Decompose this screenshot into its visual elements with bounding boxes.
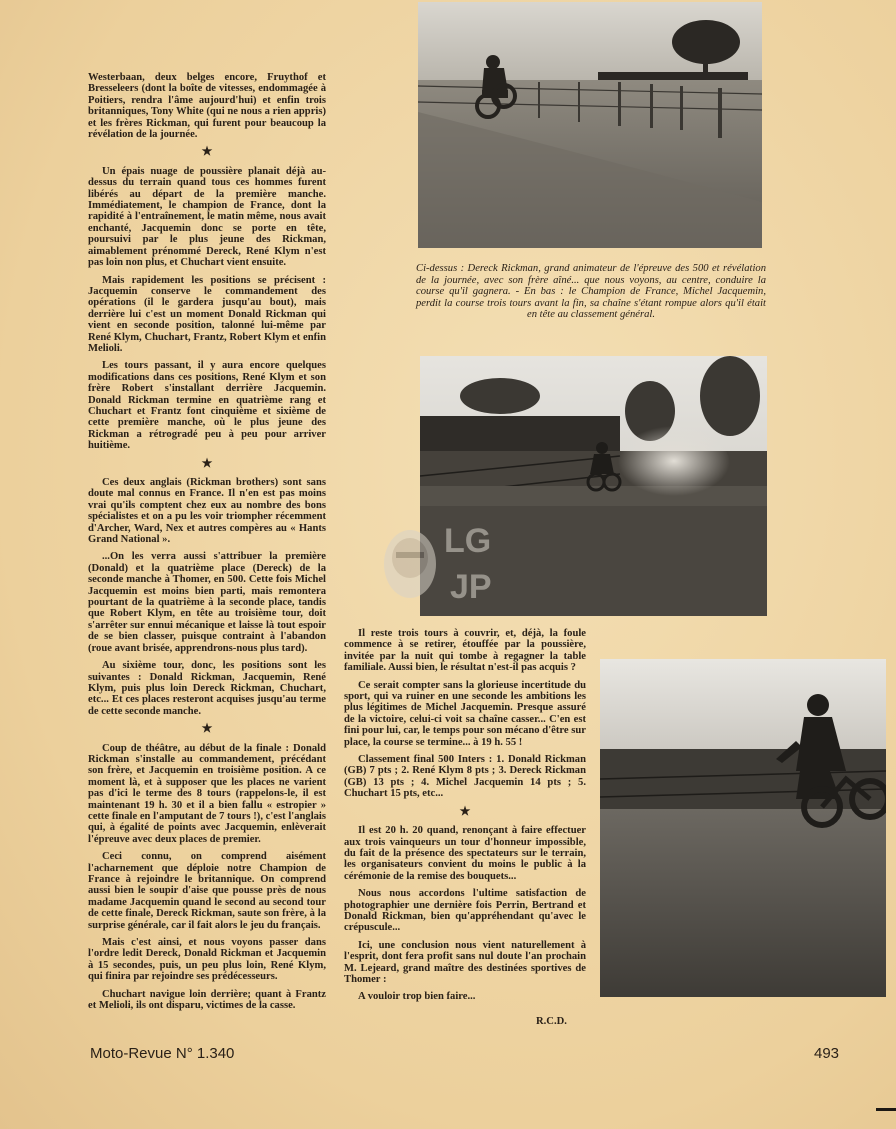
watermark-text-line1: LG — [444, 522, 492, 560]
section-star: ★ — [459, 803, 471, 818]
paragraph: Westerbaan, deux belges encore, Fruythof et Bresseleers (dont la boîte de vitesses, endommagée à Poitiers, rendra l'âme aujourd'hui) et enfin trois britanniques, Tony White (qui ne nous a rien appris) et les frères Rickman, qui furent pour beaucoup la révélation de la journée. — [88, 72, 326, 141]
photo-caption: Ci-dessus : Dereck Rickman, grand animateur de l'épreuve des 500 et révélation de la journée, avec son frère aîné... que nous voyons, au centre, conduire la course qu'il gagnera. - En bas : le Champion de France, Michel Jacquemin, perdit la course trois tours avant la fin, sa chaîne s'étant rompue alors qu'il était en tête au classement général. — [416, 263, 766, 321]
paragraph: Il est 20 h. 20 quand, renonçant à faire effectuer aux trois vainqueurs un tour d'honneur impossible, du fait de la présence des spectateurs sur le terrain, les organisateurs convient du moins le public à la cérémonie de la remise des bouquets... — [344, 825, 586, 882]
photo-rider-jump-top — [418, 2, 762, 248]
paragraph: Mais c'est ainsi, et nous voyons passer dans l'ordre ledit Dereck, Donald Rickman et Jacquemin à 15 secondes, puis, un peu plus loin, René Klym, qui finira par rejoindre ses prédécesseurs. — [88, 937, 326, 983]
photo-rider-jacquemin — [600, 659, 886, 997]
paragraph: Il reste trois tours à couvrir, et, déjà, la foule commence à se retirer, étouffée par la poussière, invitée par la nuit qui tombe à regagner la table familiale. Aussi bien, le résultat n'est-il pas acquis ? — [344, 628, 586, 674]
section-star: ★ — [201, 721, 213, 736]
magazine-title: Moto-Revue N° 1.340 — [90, 1045, 235, 1062]
paragraph: Au sixième tour, donc, les positions sont les suivantes : Donald Rickman, Jacquemin, René Klym, puis plus loin Dereck Rickman, Chuchart, etc... Et ces places resteront acquises jusqu'au terme de cette seconde manche. — [88, 660, 326, 717]
edge-mark — [876, 1108, 896, 1111]
paragraph: Ici, une conclusion nous vient naturellement à l'esprit, dont fera profit sans nul doute l'an prochain M. Lejeard, grand maître des destinées sportives de Thomer : — [344, 939, 586, 985]
section-star: ★ — [201, 455, 213, 470]
paragraph: Ces deux anglais (Rickman brothers) sont sans doute mal connus en France. Il n'en est pas moins vrai qu'ils comptent chez eux au nombre des bons spécialistes et on a pu les voir triompher récemment d'Archer, Ward, Nex et autres compères au « Hants Grand National ». — [88, 477, 326, 546]
paragraph: A vouloir trop bien faire... — [358, 991, 476, 1003]
paragraph: Les tours passant, il y aura encore quelques modifications dans ces positions, René Klym et son frère Robert s'installant derrière Jacquemin. Donald Rickman termine en quatrième rang et Chuchart et Frantz font cinquième et sixième de cette première manche, où le plus jeune des Rickman a rétrogradé peu à peu pour arriver huitième. — [88, 360, 326, 452]
right-column — [344, 628, 586, 1009]
paragraph: Ce serait compter sans la glorieuse incertitude du sport, qui va ruiner en une seconde les ambitions les plus légitimes de Michel Jacquemin. Presque assuré de la victoire, celui-ci voit sa chaîne casser... C'en est fini pour lui, car, le temps pour son mécano d'être sur place, la course se termine... à 19 h. 55 ! — [344, 679, 586, 748]
lgjp-watermark — [378, 512, 523, 616]
paragraph: ...On les verra aussi s'attribuer la première (Donald) et la quatrième place (Dereck) de la seconde manche à Thomer, en 500. Cette fois Michel Jacquemin est moins bien parti, mais remontera pourtant de la quatrième à la seconde place, tandis que Robert Klym, en tête au troisième tour, doit s'arrêter sur ennui mécanique et laisse là tout espoir de se bien classer, puisque contraint à l'abandon (roue avant brisée, apprendrons-nous plus tard). — [88, 551, 326, 654]
paragraph: Un épais nuage de poussière planait déjà au-dessus du terrain quand tous ces hommes furent libérés au départ de la première manche. Immédiatement, le champion de France, dont la rapidité à l'entraînement, le matin même, nous avait enchanté, Jacquemin donc se porte en tête, poursuivi par le plus jeune des Rickman, aimablement prénommé Dereck, René Klym n'est pas loin non plus, et Chuchart vient ensuite. — [88, 165, 326, 269]
watermark-text-line2: JP — [450, 568, 492, 606]
section-star: ★ — [201, 144, 213, 159]
paragraph: Chuchart navigue loin derrière; quant à Frantz et Melioli, ils ont disparu, victimes de la casse. — [88, 988, 326, 1012]
results-paragraph: Classement final 500 Inters : 1. Donald Rickman (GB) 7 pts ; 2. René Klym 8 pts ; 3. Dereck Rickman (GB) 13 pts ; 4. Michel Jacquemin 14 pts ; 5. Chuchart 15 pts, etc... — [344, 754, 586, 800]
paragraph: Nous nous accordons l'ultime satisfaction de photographier une dernière fois Perrin, Bertrand et Donald Rickman, bien qu'appréhendant qu'avec le crépuscule... — [344, 888, 586, 934]
author-signature: R.C.D. — [536, 1016, 567, 1027]
paragraph: Mais rapidement les positions se précisent : Jacquemin conserve le commandement des opérations (il le gardera jusqu'au bout), mais derrière lui c'est un moment Donald Rickman qui vient en seconde position, talonné lui-même par René Klym, Chuchart, Frantz, Robert Klym et enfin Melioli. — [88, 274, 326, 354]
page-number: 493 — [814, 1045, 840, 1062]
paragraph: Ceci connu, on comprend aisément l'acharnement que déploie notre Champion de France à rejoindre le britannique. On comprend aussi bien le soupir d'aise que pousse près de nous madame Jacquemin quand le second au second tour de cette finale, Dereck Rickman, saute son frère, à la surprise générale, car il fait alors le jeu du français. — [88, 851, 326, 931]
left-column — [88, 72, 326, 1017]
paragraph: Coup de théâtre, au début de la finale : Donald Rickman s'installe au commandement, précédant son frère, et Jacquemin en troisième position. A ce moment là, et à supposer que les places ne varient pas d'ici le terme des 8 tours (rappelons-le, il est maintenant 19 h. 30 et il a bien fallu « estropier » cette finale en l'amputant de 7 tours !), c'est l'anglais qui, à égalité de points avec Jacquemin, enlèverait l'épreuve avec deux places de premier. — [88, 742, 326, 845]
